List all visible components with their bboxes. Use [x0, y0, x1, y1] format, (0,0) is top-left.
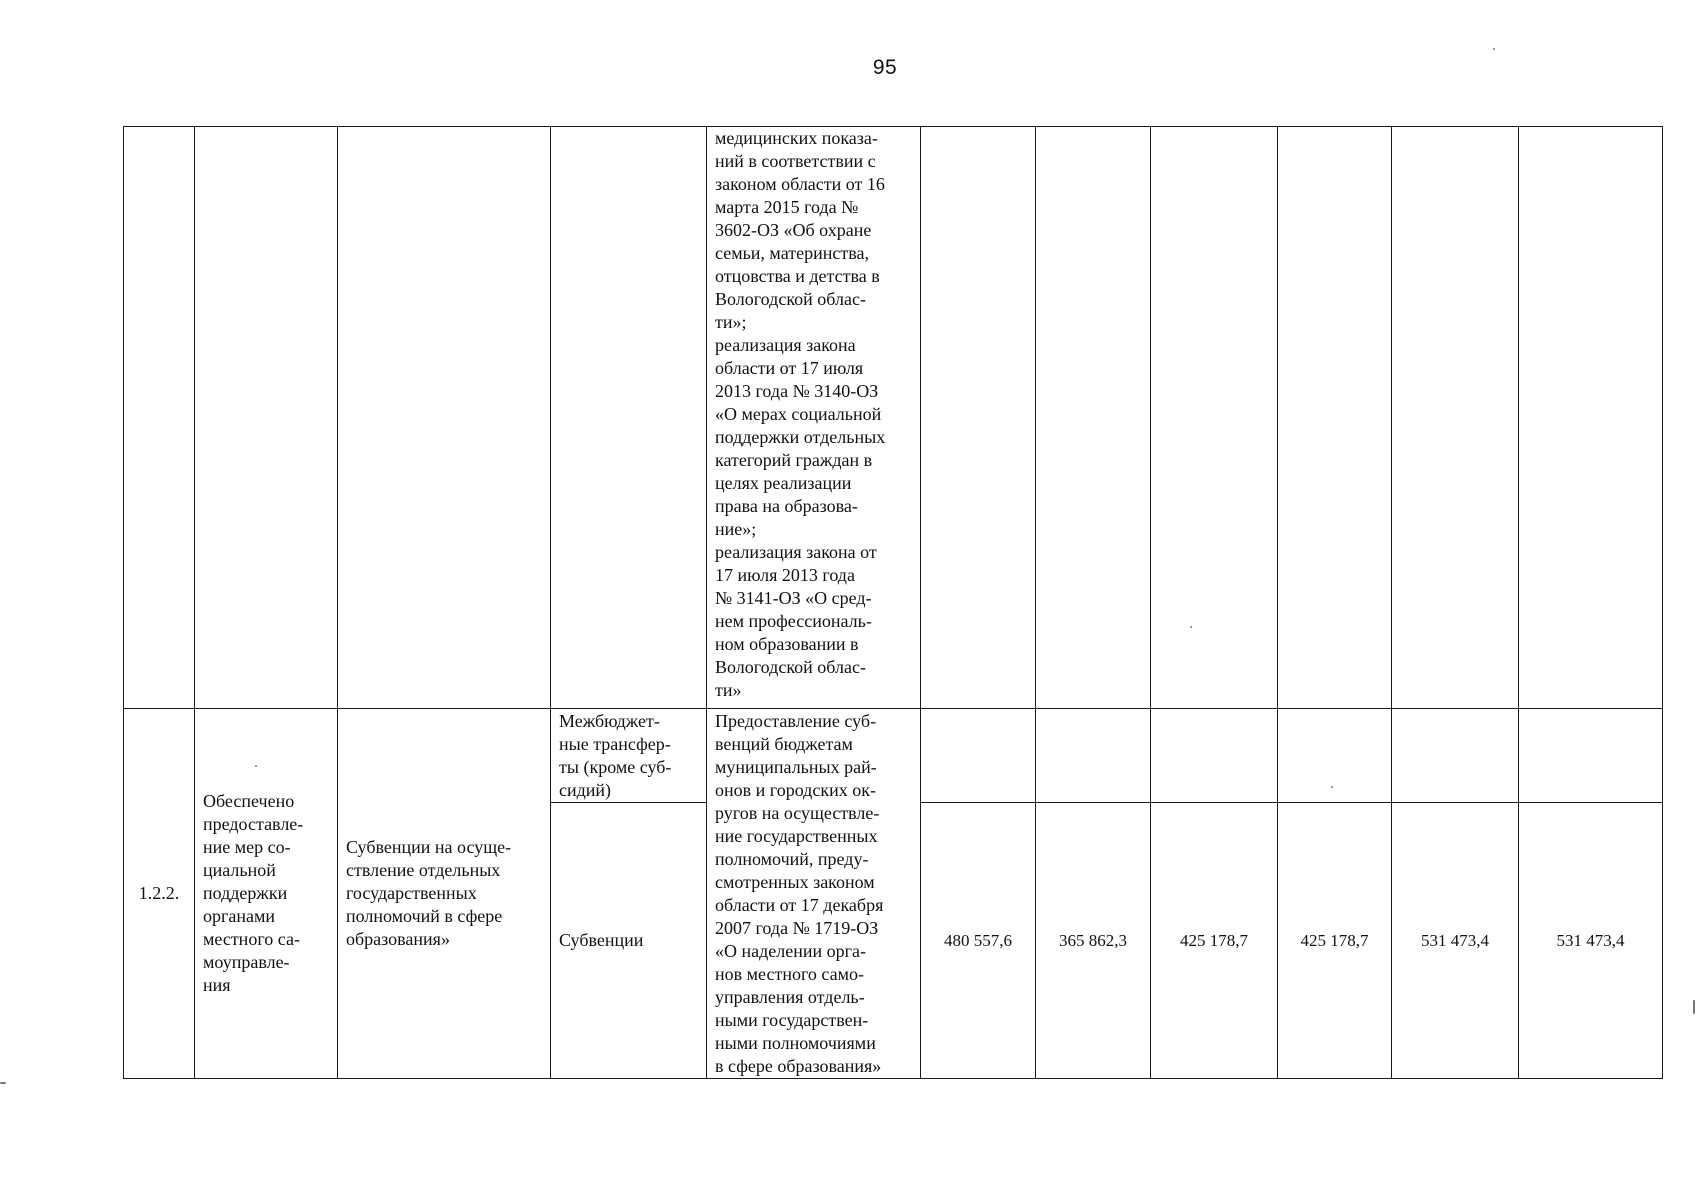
transfers-value-4 — [1278, 709, 1392, 803]
cell-value-5 — [1392, 127, 1519, 709]
subventions-value-4: 425 178,7 — [1278, 803, 1392, 1079]
subventions-value-5: 531 473,4 — [1392, 803, 1519, 1079]
page-number: 95 — [872, 56, 898, 79]
row-event: Субвенции на осуще- ствление отдельных государственных полномочий в сфере образования» — [338, 709, 551, 1079]
subventions-value-6: 531 473,4 — [1519, 803, 1663, 1079]
transfers-value-5 — [1392, 709, 1519, 803]
cell-value-6 — [1519, 127, 1663, 709]
transfers-value-2 — [1036, 709, 1151, 803]
subventions-value-1: 480 557,6 — [921, 803, 1036, 1079]
row-type-subventions: Субвенции — [551, 803, 707, 1079]
cell-result — [195, 127, 338, 709]
row-description: Предоставление суб- венций бюджетам муниципальных рай- онов и городских ок- ругов на осуществле- ние государственных полномочий, преду- смотренных законом области от 17 декабря 2007 года № 1719-ОЗ «О наделении орга- нов местного само- управления отдель- ными государствен- ными полномочиями в сфере образования» — [707, 709, 921, 1079]
subventions-value-3: 425 178,7 — [1151, 803, 1278, 1079]
cell-value-1 — [921, 127, 1036, 709]
row-result: Обеспечено предоставле- ние мер со- циальной поддержки органами местного са- моуправле- ния — [195, 709, 338, 1079]
cell-value-4 — [1278, 127, 1392, 709]
continuation-row — [124, 127, 1663, 709]
budget-table — [123, 126, 1663, 1079]
transfers-value-1 — [921, 709, 1036, 803]
subventions-value-2: 365 862,3 — [1036, 803, 1151, 1079]
scan-speck — [1493, 48, 1495, 50]
cell-event — [338, 127, 551, 709]
cell-value-2 — [1036, 127, 1151, 709]
scan-speck — [255, 765, 257, 767]
row-122-top — [124, 709, 1663, 803]
transfers-value-3 — [1151, 709, 1278, 803]
scan-speck — [1693, 1000, 1695, 1014]
scan-speck — [1331, 786, 1333, 788]
cell-number — [124, 127, 195, 709]
cell-description: медицинских показа- ний в соответствии с законом области от 16 марта 2015 года № 3602-ОЗ «Об охране семьи, материнства, отцовства и детства в Вологодской облас- ти»; реализация закона области от 17 июля 2013 года № 3140-ОЗ «О мерах социальной поддержки отдельных категорий граждан в целях реализации права на образова- ние»; реализация закона от 17 июля 2013 года № 3141-ОЗ «О сред- нем профессиональ- ном образовании в Вологодской облас- ти» — [707, 127, 921, 709]
row-number: 1.2.2. — [124, 709, 195, 1079]
cell-value-3 — [1151, 127, 1278, 709]
cell-type — [551, 127, 707, 709]
scan-speck — [1190, 626, 1192, 628]
row-type-transfers: Межбюджет- ные трансфер- ты (кроме суб- сидий) — [551, 709, 707, 803]
transfers-value-6 — [1519, 709, 1663, 803]
scan-speck — [0, 1082, 6, 1084]
